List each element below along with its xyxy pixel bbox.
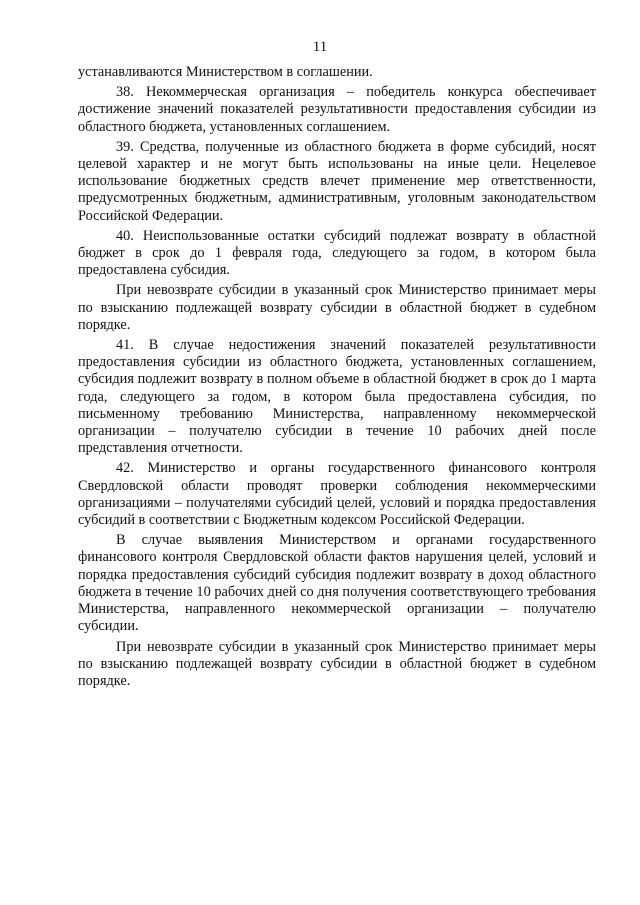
paragraph-item-42-return: При невозврате субсидии в указанный срок Министерство принимает меры по взысканию подлежащей возврату субсидии в областной бюджет в судебном порядке. [78,638,596,689]
document-body [78,64,596,693]
paragraph-item-42: 42. Министерство и органы государственного финансового контроля Свердловской области проводят проверки соблюдения некоммерческими организациями – получателями субсидий целей, условий и порядка предоставления субсидий в соответствии с Бюджетным кодексом Российской Федерации. [78,460,596,529]
page-number: 11 [312,39,328,55]
paragraph-item-38: 38. Некоммерческая организация – победитель конкурса обеспечивает достижение значений показателей результативности предоставления субсидии из областного бюджета, установленных соглашением. [78,84,596,135]
paragraph-item-41: 41. В случае недостижения значений показателей результативности предоставления субсидии из областного бюджета, установленных соглашением, субсидия подлежит возврату в полном объеме в областной бюджет в срок до 1 марта года, следующего за годом, в котором была предоставлена субсидия, по письменному требованию Министерства, направленному некоммерческой организации – получателю субсидии в течение 10 рабочих дней после представления отчетности. [78,337,596,457]
paragraph-item-40-return: При невозврате субсидии в указанный срок Министерство принимает меры по взысканию подлежащей возврату субсидии в областной бюджет в судебном порядке. [78,282,596,333]
paragraph-item-39: 39. Средства, полученные из областного бюджета в форме субсидий, носят целевой характер и не могут быть использованы на иные цели. Нецелевое использование бюджетных средств влечет применение мер ответственности, предусмотренных бюджетным, административным, уголовным законодательством Российской Федерации. [78,138,596,224]
paragraph-item-40: 40. Неиспользованные остатки субсидий подлежат возврату в областной бюджет в срок до 1 февраля года, следующего за годом, в котором была предоставлена субсидия. [78,227,596,279]
paragraph-continuation: устанавливаются Министерством в соглашении. [78,64,373,80]
paragraph-item-42-violations: В случае выявления Министерством и органами государственного финансового контроля Свердловской области фактов нарушения целей, условий и порядка предоставления субсидий субсидия подлежит возврату в доход областного бюджета в течение 10 рабочих дней со дня получения соответствующего требования Министерства, направленного некоммерческой организации – получателю субсидии. [78,532,596,635]
